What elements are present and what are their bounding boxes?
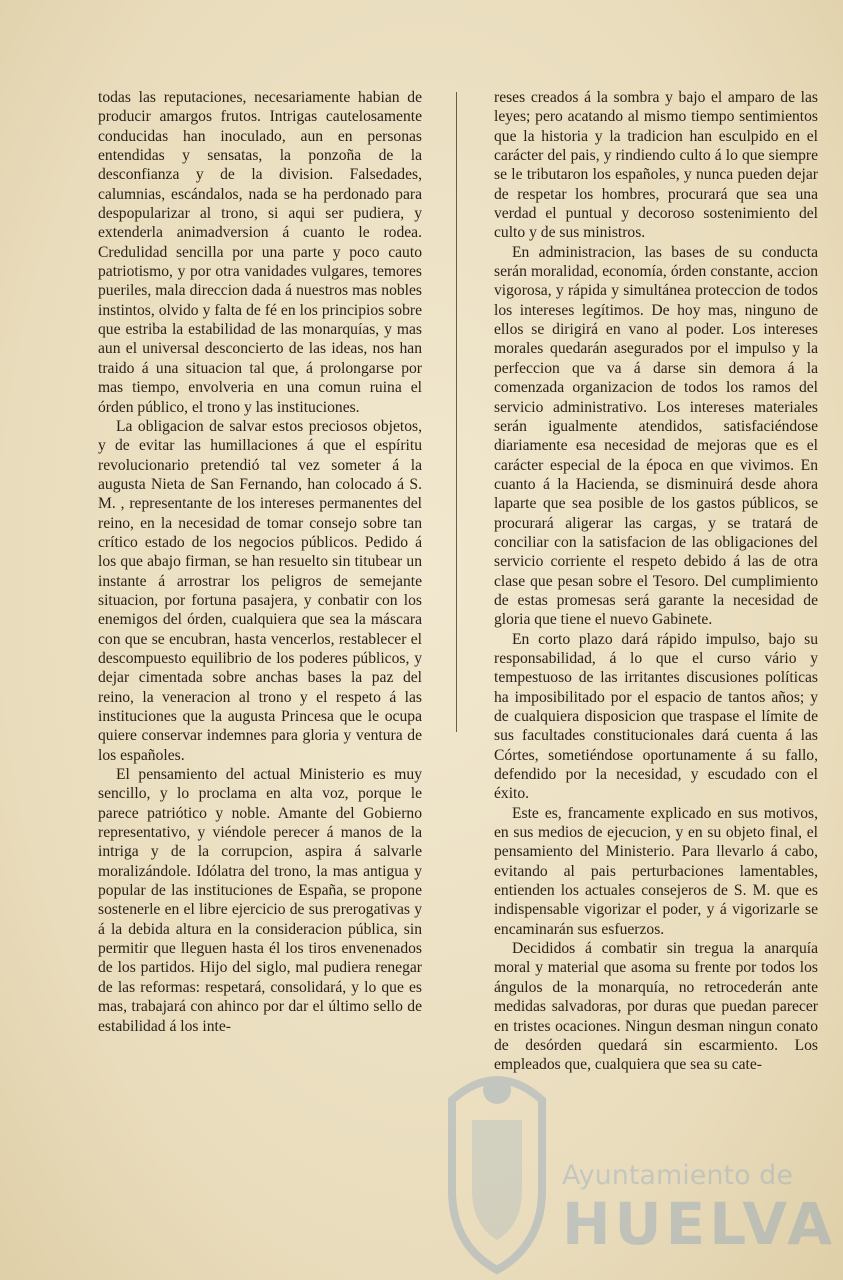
paragraph: En corto plazo dará rápido impulso, bajo su responsabilidad, á lo que el curso vário y tempestuoso de las irritantes discusiones políticas ha imposibilitado por el espacio de tantos años; y de cualquiera disposicion que traspase el límite de sus facultades constitucionales dará cuenta á las Córtes, sometiéndose oportunamente á su fallo, defendido por la necesidad, y escudado con el éxito.	[494, 630, 818, 803]
paragraph: En administracion, las bases de su conducta serán moralidad, economía, órden constante, accion vigorosa, y rápida y simultánea proteccion de todos los intereses legítimos. De hoy mas, ninguno de ellos se dirigirá en vano al poder. Los intereses morales quedarán asegurados por el impulso y la perfeccion que va á darse sin demora á la comenzada organizacion de todos los ramos del servicio administrativo. Los intereses materiales serán igualmente atendidos, satisfaciéndose diariamente esa necesidad de mejoras que es el carácter especial de la época en que vivimos. En cuanto á la Hacienda, se disminuirá desde ahora laparte que sea posible de los gastos públicos, se procurará aligerar las cargas, y se tratará de conciliar con la satisfacion de las obligaciones del servicio corriente el respeto debido á las de otra clase que pesan sobre el Tesoro. Del cumplimiento de estas promesas será garante la necesidad de gloria que tiene el nuevo Gabinete.	[494, 243, 818, 629]
paragraph: Decididos á combatir sin tregua la anarquía moral y material que asoma su frente por todos los ángulos de la monarquía, no retrocederán ante medidas salvadoras, por duras que puedan parecer en tristes ocaciones. Ningun desman ningun conato de desórden quedará sin escarmiento. Los empleados que, cualquiera que sea su cate-	[494, 940, 818, 1074]
paragraph: Este es, francamente explicado en sus motivos, en sus medios de ejecucion, y en su objeto final, el pensamiento del Ministerio. Para llevarlo á cabo, evitando al pais perturbaciones lamentables, entienden los actuales consejeros de S. M. que es indispensable vigorizar el poder, y á vigorizarle se encaminarán sus esfuerzos.	[494, 804, 818, 938]
text-column-left	[98, 88, 422, 1036]
text-column-right	[494, 88, 818, 1075]
archive-watermark	[432, 1040, 837, 1280]
column-divider	[456, 92, 457, 732]
watermark-line1: Ayuntamiento de	[562, 1160, 793, 1191]
paragraph: La obligacion de salvar estos preciosos objetos, y de evitar las humillaciones á que el espíritu revolucionario pretendió tal vez someter á la augusta Nieta de San Fernando, han colocado á S. M. , representante de los intereses permanentes del reino, en la necesidad de tomar consejo sobre tan crítico estado de los negocios públicos. Pedido á los que abajo firman, se han resuelto sin titubear un instante á arrostrar los peligros de semejante situacion, por fortuna pasajera, y conbatir con los enemigos del órden, cualquiera que sea la máscara con que se encubran, hasta vencerlos, restablecer el descompuesto equilibrio de los poderes públicos, y dejar cimentada sobre anchas bases la paz del reino, la veneracion al trono y el respeto á las instituciones que la augusta Princesa que le ocupa quiere conservar indemnes para gloria y ventura de los españoles.	[98, 417, 422, 764]
coat-of-arms-icon	[432, 1040, 562, 1280]
paragraph: reses creados á la sombra y bajo el amparo de las leyes; pero acatando al mismo tiempo sentimientos que la historia y la tradicion han esculpido en el carácter del pais, y rindiendo culto á lo que siempre se le tributaron los españoles, y nunca pueden dejar de respetar los hombres, procurará que sea una verdad el puntual y decoroso sostenimiento del culto y de sus ministros.	[494, 89, 818, 242]
paragraph: todas las reputaciones, necesariamente habian de producir amargos frutos. Intrigas cautelosamente conducidas han inoculado, aun en personas entendidas y sensatas, la ponzoña de la desconfianza y de la division. Falsedades, calumnias, escándalos, nada se ha perdonado para despopularizar al trono, si aqui ser pudiera, y extenderla animadversion á cuanto le rodea. Credulidad sencilla por una parte y poco cauto patriotismo, y por otra vanidades vulgares, temores pueriles, mala direccion dada á nuestros mas nobles instintos, olvido y falta de fé en los principios sobre que estriba la estabilidad de las monarquías, y mas aun el universal desconcierto de las ideas, nos han traido á una situacion tal que, á prolongarse por mas tiempo, envolveria en una comun ruina el órden público, el trono y las instituciones.	[98, 89, 422, 416]
watermark-line2: HUELVA	[562, 1190, 837, 1258]
paragraph: El pensamiento del actual Ministerio es muy sencillo, y lo proclama en alta voz, porque le parece patriótico y noble. Amante del Gobierno representativo, y viéndole perecer á manos de la intriga y de la corrupcion, aspira á salvarle moralizándole. Idólatra del trono, la mas antigua y popular de las instituciones de España, se propone sostenerle en el libre ejercicio de sus prerogativas y á la debida altura en la consideracion pública, sin permitir que lleguen hasta él los tiros envenenados de los partidos. Hijo del siglo, mal pudiera renegar de las reformas: respetará, consolidará, y lo que es mas, trabajará con ahinco por dar el último sello de estabilidad á los inte-	[98, 766, 422, 1035]
